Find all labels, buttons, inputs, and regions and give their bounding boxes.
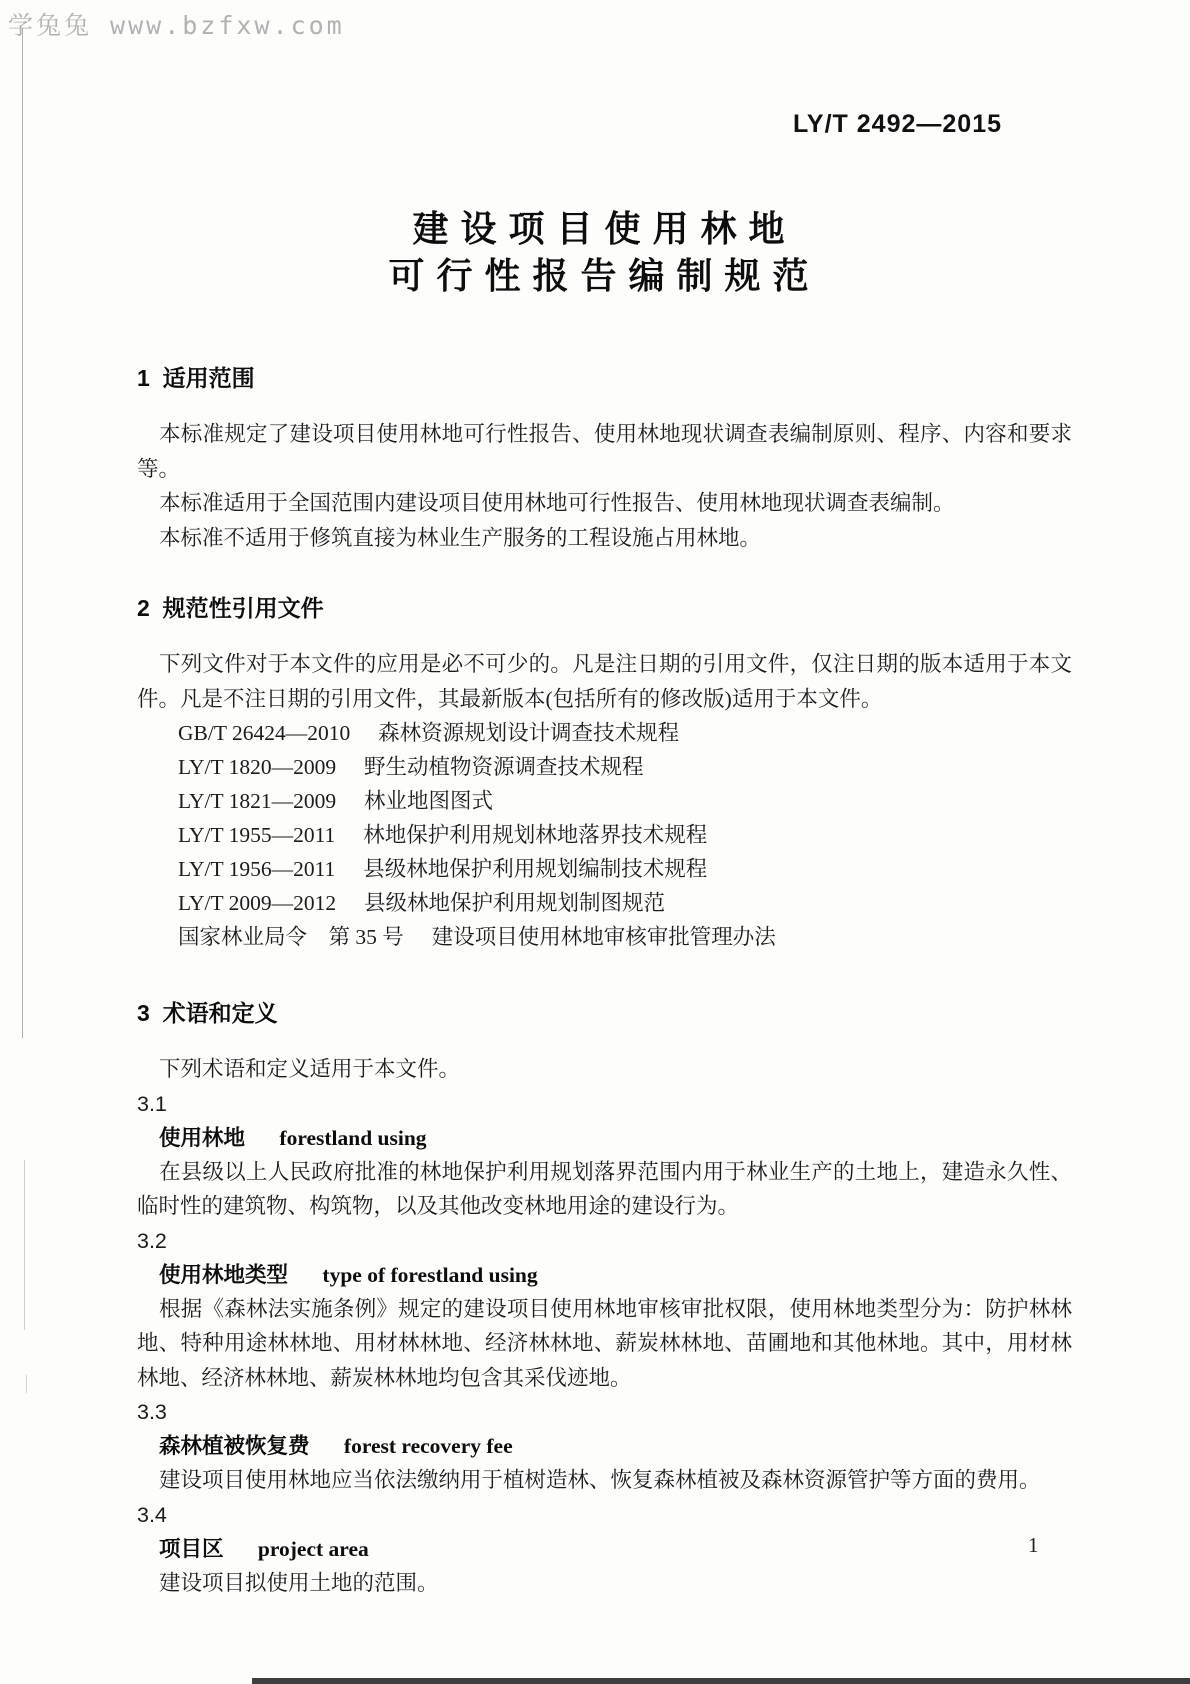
section-2-intro: 下列文件对于本文件的应用是必不可少的。凡是注日期的引用文件，仅注日期的版本适用于本文件。凡是不注日期的引用文件，其最新版本(包括所有的修改版)适用于本文件。 [137,652,1072,711]
scan-artifact-bottom-bar [252,1678,1190,1684]
reference-code: LY/T 1820—2009 [178,755,337,779]
term-zh: 项目区 [159,1536,224,1561]
term-definition: 根据《森林法实施条例》规定的建设项目使用林地审核审批权限，使用林地类型分为：防护林林地、特种用途林林地、用材林林地、经济林林地、薪炭林林地、苗圃地和其他林地。其中，用材林林地、经济林林地、薪炭林林地均包含其采伐迹地。 [137,1296,1072,1390]
reference-item [178,852,1072,886]
paragraph: 本标准不适用于修筑直接为林业生产服务的工程设施占用林地。 [159,525,762,550]
term-title [137,1532,1072,1566]
term-block [137,1087,1072,1224]
document-title [137,205,1072,299]
reference-title: 林地保护利用规划林地落界技术规程 [363,823,708,847]
term-block [137,1395,1072,1498]
term-definition: 建设项目使用林地应当依法缴纳用于植树造林、恢复森林植被及森林资源管护等方面的费用。 [159,1468,1041,1492]
term-en: forestland using [279,1125,427,1150]
reference-code: LY/T 1955—2011 [178,823,336,847]
standard-number: LY/T 2492—2015 [792,110,1002,138]
term-number: 3.1 [137,1091,167,1116]
page-number: 1 [1028,1533,1039,1557]
section-2-heading: 2 规范性引用文件 [137,595,324,621]
term-definition: 在县级以上人民政府批准的林地保护利用规划落界范围内用于林业生产的土地上，建造永久性、临时性的建筑物、构筑物，以及其他改变林地用途的建设行为。 [137,1159,1072,1218]
section-1-body [137,417,1072,555]
reference-code: GB/T 26424—2010 [178,721,351,745]
reference-code: 国家林业局令 第 35 号 [178,925,404,949]
scan-artifact-dash [26,1375,27,1393]
term-number: 3.3 [137,1400,167,1424]
reference-item [178,784,1072,818]
reference-title: 县级林地保护利用规划编制技术规程 [363,857,708,881]
document-title-line2: 可行性报告编制规范 [388,255,821,296]
reference-title: 县级林地保护利用规划制图规范 [364,891,666,915]
term-definition: 建设项目拟使用土地的范围。 [159,1570,439,1595]
reference-item [178,920,1072,954]
reference-code: LY/T 2009—2012 [178,891,337,915]
page-content [137,0,1072,1600]
term-zh: 森林植被恢复费 [159,1434,310,1458]
term-number: 3.2 [137,1228,167,1253]
reference-item [178,716,1072,750]
reference-item [178,818,1072,852]
term-en: forest recovery fee [343,1434,513,1458]
reference-code: LY/T 1956—2011 [178,857,336,881]
term-zh: 使用林地类型 [159,1262,289,1287]
reference-title: 林业地图图式 [364,789,494,813]
reference-item [178,886,1072,920]
reference-title: 野生动植物资源调查技术规程 [364,755,644,779]
reference-title: 建设项目使用林地审核审批管理办法 [431,925,776,949]
reference-item [178,750,1072,784]
term-en: type of forestland using [322,1262,538,1287]
reference-list [178,716,1072,954]
term-title [137,1121,1072,1155]
term-en: project area [257,1536,369,1561]
term-block [137,1498,1072,1601]
term-number: 3.4 [137,1502,167,1527]
section-1-heading: 1 适用范围 [137,365,255,391]
paragraph: 本标准规定了建设项目使用林地可行性报告、使用林地现状调查表编制原则、程序、内容和要求等。 [137,422,1072,481]
section-3-heading: 3 术语和定义 [137,1000,278,1026]
reference-code: LY/T 1821—2009 [178,789,337,813]
document-title-line1: 建设项目使用林地 [412,208,797,249]
terms-list [137,1087,1072,1601]
term-title [137,1258,1072,1292]
scan-artifact-line [22,28,23,1038]
reference-title: 森林资源规划设计调查技术规程 [378,721,680,745]
term-block [137,1224,1072,1396]
term-title [137,1429,1072,1463]
section-3-intro: 下列术语和定义适用于本文件。 [159,1057,461,1081]
term-zh: 使用林地 [159,1125,246,1150]
watermark-text: 学兔兔 www.bzfxw.com [8,11,345,40]
paragraph: 本标准适用于全国范围内建设项目使用林地可行性报告、使用林地现状调查表编制。 [159,491,955,515]
scan-artifact-dash [24,1160,25,1330]
